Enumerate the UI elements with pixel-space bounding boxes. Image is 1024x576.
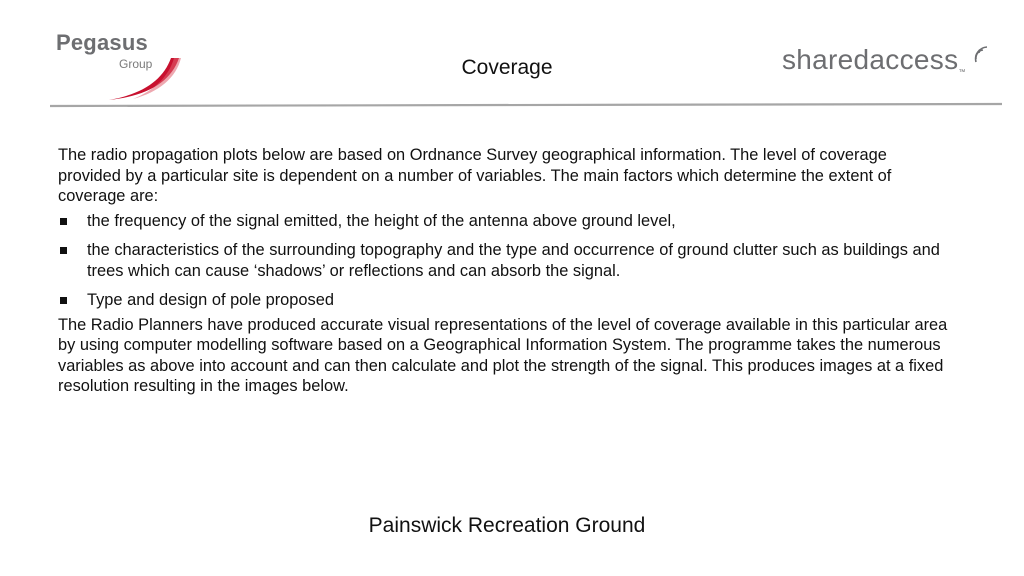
shared-word: shared <box>782 44 870 75</box>
factor-text: the frequency of the signal emitted, the height of the antenna above ground level, <box>87 211 676 230</box>
shared-access-wordmark <box>782 44 966 76</box>
factor-list <box>58 211 953 311</box>
trademark-mark: ™ <box>958 69 966 76</box>
signal-waves-icon <box>974 42 992 64</box>
access-word: access <box>869 44 959 75</box>
header-divider <box>50 100 1002 110</box>
site-caption: Painswick Recreation Ground <box>368 514 646 537</box>
bullet-square-icon <box>60 247 67 254</box>
factor-text: the characteristics of the surrounding topography and the type and occurrence of ground clutter such as buildings and trees which can cause ‘shadows’ or reflections and can absorb the signal. <box>87 241 940 280</box>
pegasus-logo-sub: Group <box>119 57 153 71</box>
factor-item <box>58 211 953 232</box>
slide-title: Coverage <box>461 56 553 79</box>
bullet-square-icon <box>60 297 67 304</box>
conclusion-paragraph: The Radio Planners have produced accurate visual representations of the level of coverage available in this particular area by using computer modelling software based on a Geographical Information System. The programme takes the numerous variables as above into account and can then calculate and plot the strength of the signal. This produces images at a fixed resolution resulting in the images below. <box>58 315 948 395</box>
pegasus-logo-name: Pegasus <box>56 30 148 55</box>
body-content <box>58 145 953 401</box>
factor-item <box>58 240 953 281</box>
shared-access-logo <box>782 44 994 84</box>
bullet-square-icon <box>60 218 67 225</box>
factor-item <box>58 290 953 311</box>
factor-text: Type and design of pole proposed <box>87 291 334 309</box>
intro-paragraph: The radio propagation plots below are based on Ordnance Survey geographical information. The level of coverage provided by a particular site is dependent on a number of variables. The main factors which determine the extent of coverage are: <box>58 146 892 205</box>
